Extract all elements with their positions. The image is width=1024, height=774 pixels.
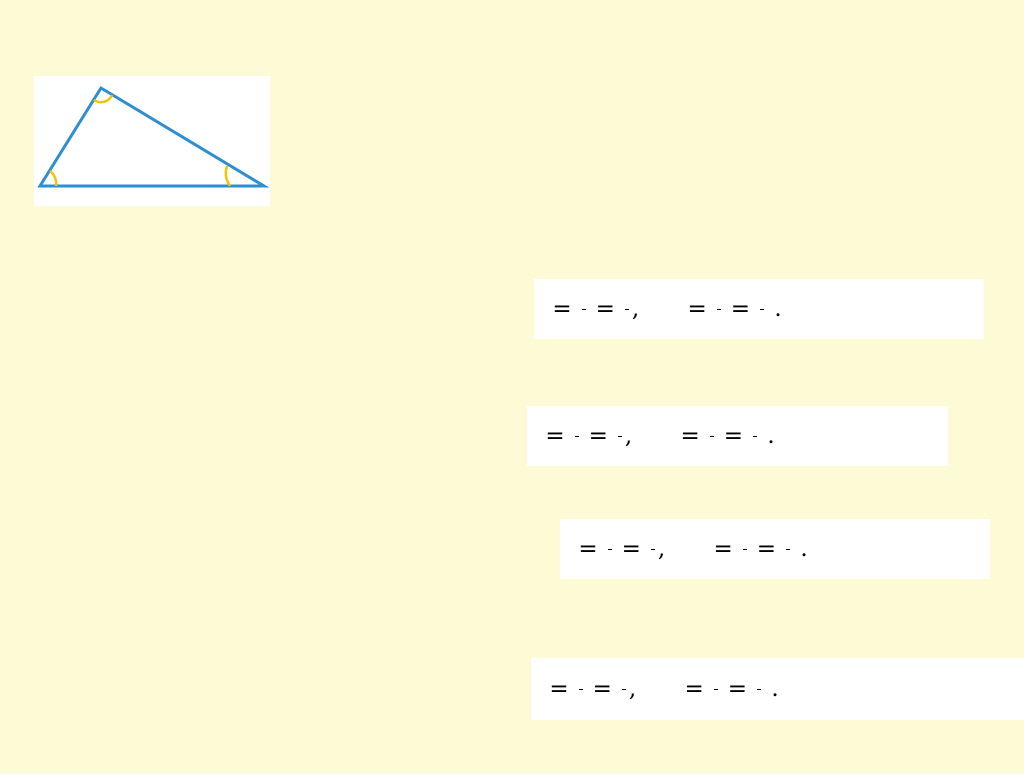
fraction — [575, 436, 579, 437]
fraction — [757, 689, 761, 690]
fraction — [579, 689, 583, 690]
fraction — [582, 309, 586, 310]
cosine-formula: = = , = = . — [534, 279, 984, 339]
right-triangle-figure — [34, 76, 270, 206]
fraction — [625, 309, 629, 310]
fraction — [710, 436, 714, 437]
triangle-diagram — [34, 76, 270, 206]
fraction — [608, 549, 612, 550]
fraction — [651, 549, 655, 550]
fraction — [760, 309, 764, 310]
fraction — [618, 436, 622, 437]
tangent-formula: = = , = = . — [560, 519, 990, 579]
fraction — [786, 549, 790, 550]
fraction — [622, 689, 626, 690]
fraction — [753, 436, 757, 437]
top-decorative-band — [0, 0, 1024, 56]
top-band-graphic — [0, 0, 1024, 56]
bottom-decorative-band — [0, 756, 1024, 768]
fraction — [714, 689, 718, 690]
fraction — [743, 549, 747, 550]
fraction — [717, 309, 721, 310]
sine-formula: = = , = = . — [527, 406, 948, 466]
bottom-band-graphic — [0, 757, 1024, 769]
cotangent-formula: = = , = = . — [531, 658, 1024, 720]
